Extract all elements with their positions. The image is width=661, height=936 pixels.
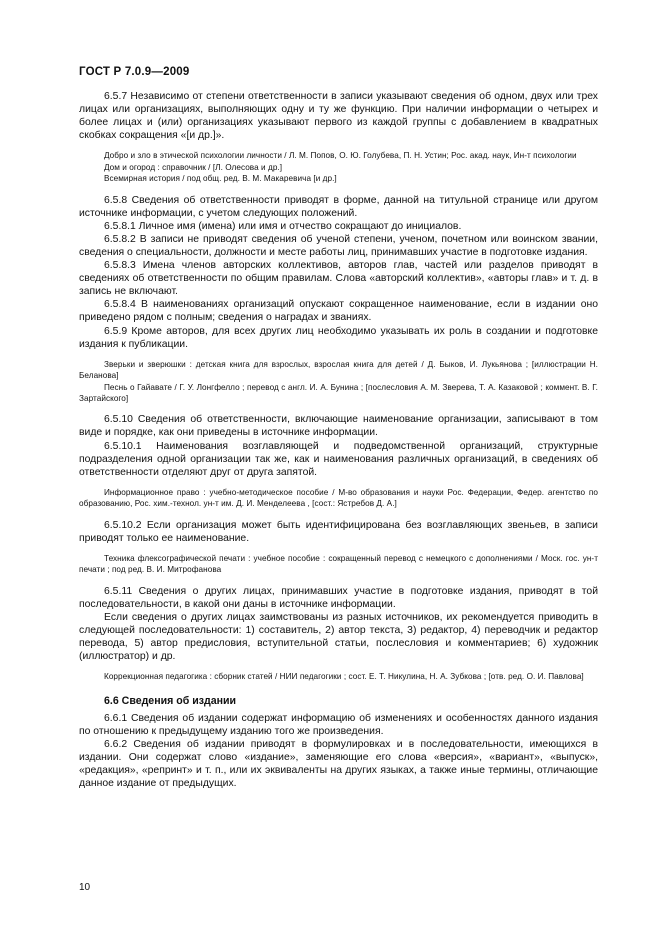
example-line: Всемирная история / под общ. ред. В. М. Макаревича [и др.]	[104, 174, 337, 184]
page-body	[79, 90, 598, 790]
paragraph-6-5-8-2: 6.5.8.2 В записи не приводят сведения об ученой степени, ученом, почетном или воинском звании, сведения о специальности, должности и месте работы лиц, принимавших участие в подготовке издания.	[79, 233, 598, 258]
paragraph-6-6-2: 6.6.2 Сведения об издании приводят в формулировках и в последовательности, имеющихся в издании. Они содержат слово «издание», заменяющие его слова «версия», «вариант», «выпуск», «редакция», «репринт» и т. п., или их эквиваленты на других языках, а также иные термины, отличающие данное издание от предыдущих.	[79, 738, 598, 790]
paragraph-6-5-10-1: 6.5.10.1 Наименования возглавляющей и подведомственной организаций, структурные подразделения одной организации так же, как и наименования различных организаций, в сведениях об ответственности отделяют друг от друга запятой.	[79, 440, 598, 478]
document-header: ГОСТ Р 7.0.9—2009	[79, 66, 190, 78]
paragraph-6-5-10-2: 6.5.10.2 Если организация может быть идентифицирована без возглавляющих звеньев, в записи приводят только ее наименование.	[79, 519, 598, 544]
section-heading-6-6: 6.6 Сведения об издании	[104, 694, 237, 707]
paragraph-6-6-1: 6.6.1 Сведения об издании содержат информацию об изменениях и особенностях данного издания по отношению к предыдущему изданию того же произведения.	[79, 712, 598, 737]
example-line: Песнь о Гайавате / Г. У. Лонгфелло ; перевод с англ. И. А. Бунина ; [послесловия А. М. Зверева, Т. А. Казаковой ; коммент. В. Г. Зартайского]	[79, 382, 598, 403]
example-line: Добро и зло в этической психологии личности / Л. М. Попов, О. Ю. Голубева, П. Н. Устин; Рос. акад. наук, Ин-т психологии	[104, 151, 577, 161]
example-line: Информационное право : учебно-методическое пособие / М-во образования и науки Рос. Федерации, Федер. агентство по образованию, Рос. хим.-технол. ун-т им. Д. И. Менделеева , [сост.: Ястребов Д. А.]	[79, 487, 598, 509]
page-number: 10	[79, 882, 91, 893]
paragraph-6-5-8: 6.5.8 Сведения об ответственности приводят в форме, данной на титульной странице или другом источнике информации, с учетом следующих положений.	[79, 194, 598, 219]
paragraph-6-5-8-3: 6.5.8.3 Имена членов авторских коллективов, авторов глав, частей или разделов приводят в сведениях об ответственности по общим правилам. Слова «авторский коллектив», «авторы глав» и т. д. в запись не включают.	[79, 260, 598, 298]
example-line: Зверьки и зверюшки : детская книга для взрослых, взрослая книга для детей / Д. Быков, И. Лукьянова ; [иллюстрации Н. Беланова]	[79, 359, 598, 381]
paragraph-6-5-11: 6.5.11 Сведения о других лицах, принимавших участие в подготовке издания, приводят в той последовательности, в какой они даны в источнике информации.	[79, 585, 598, 610]
paragraph-6-5-8-4: 6.5.8.4 В наименованиях организаций опускают сокращенное наименование, если в издании оно приведено рядом с полным; сведения о наградах и званиях.	[79, 299, 598, 324]
paragraph-6-5-8-1: 6.5.8.1 Личное имя (имена) или имя и отчество сокращают до инициалов.	[104, 220, 462, 232]
paragraph-6-5-11-order: Если сведения о других лицах заимствованы из разных источников, их рекомендуется приводить в следующей последовательности: 1) составитель, 2) автор текста, 3) редактор, 4) переводчик и редактор перевода, 5) автор предисловия, вступительной статьи, послесловия и комментариев; 6) художник (иллюстратор) и др.	[79, 611, 598, 663]
example-line: Техника флексографической печати : учебное пособие : сокращенный перевод с немецкого с дополнениями / Моск. гос. ун-т печати ; под ред. В. И. Митрофанова	[79, 553, 598, 575]
paragraph-6-5-9: 6.5.9 Кроме авторов, для всех других лиц необходимо указывать их роль в создании и подготовке издания к публикации.	[79, 325, 598, 350]
example-line: Коррекционная педагогика : сборник статей / НИИ педагогики ; сост. Е. Т. Никулина, Н. А. Зубкова ; [отв. ред. О. И. Павлова]	[104, 672, 584, 682]
paragraph-6-5-7: 6.5.7 Независимо от степени ответственности в записи указывают сведения об одном, двух или трех лицах или организациях, выполняющих одну и ту же функцию. При наличии информации о четырех и более лицах и (или) организациях указывают первого из каждой группы с добавлением в квадратных скобках сокращения «[и др.]».	[79, 91, 598, 142]
paragraph-6-5-10: 6.5.10 Сведения об ответственности, включающие наименование организации, записывают в том виде и порядке, как они приведены в источнике информации.	[79, 414, 598, 439]
example-line: Дом и огород : справочник / [Л. Олесова и др.]	[104, 162, 283, 172]
